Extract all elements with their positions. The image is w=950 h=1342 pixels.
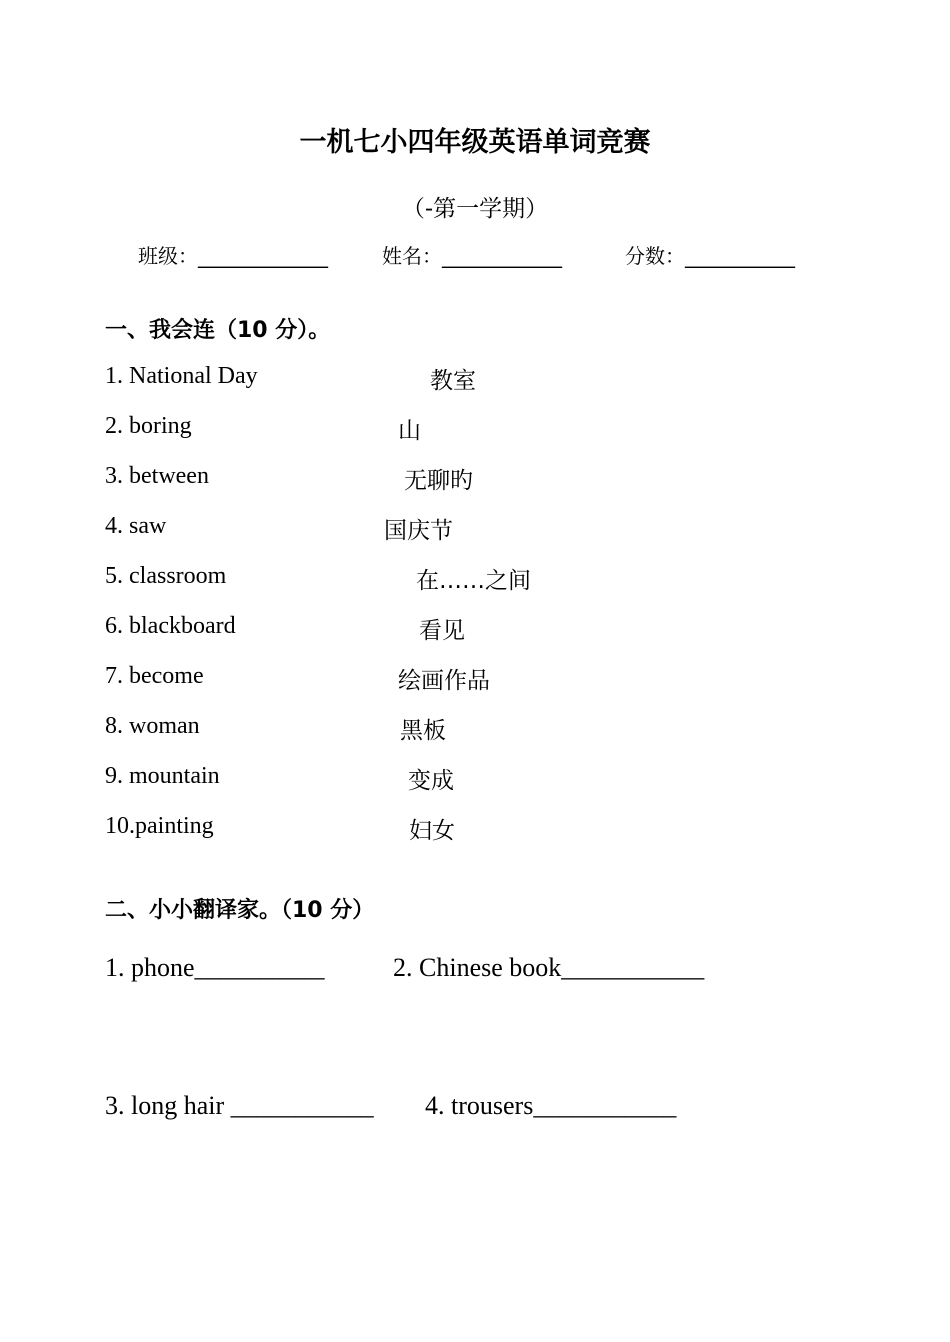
match-english-10: 10.painting xyxy=(105,813,214,839)
section2-heading: 二、小小翻译家。（10 分） xyxy=(105,898,375,923)
match-english-9: 9. mountain xyxy=(105,763,220,789)
page-subtitle: （-第一学期） xyxy=(401,196,549,222)
match-chinese-10: 妇女 xyxy=(409,818,455,844)
match-chinese-1: 教室 xyxy=(430,368,476,394)
translate-item-4[interactable]: 4. trousers___________ xyxy=(425,1091,677,1120)
match-chinese-2: 山 xyxy=(398,418,421,444)
match-chinese-9: 变成 xyxy=(408,768,454,794)
page-title: 一机七小四年级英语单词竞赛 xyxy=(299,127,651,158)
name-field[interactable]: 姓名：____________ xyxy=(382,244,562,268)
match-english-2: 2. boring xyxy=(105,413,192,439)
translate-item-1[interactable]: 1. phone__________ xyxy=(105,953,325,982)
match-english-6: 6. blackboard xyxy=(105,613,236,639)
section1-heading: 一、我会连（10 分）。 xyxy=(105,318,331,343)
match-english-4: 4. saw xyxy=(105,513,167,539)
score-field[interactable]: 分数：___________ xyxy=(625,244,795,268)
match-english-8: 8. woman xyxy=(105,713,200,739)
match-chinese-4: 国庆节 xyxy=(384,518,453,544)
match-chinese-8: 黑板 xyxy=(400,718,446,744)
match-chinese-3: 无聊旳 xyxy=(404,468,473,494)
translate-item-2[interactable]: 2. Chinese book___________ xyxy=(393,953,705,982)
translate-item-3[interactable]: 3. long hair ___________ xyxy=(105,1091,374,1120)
match-chinese-5: 在……之间 xyxy=(416,568,531,594)
match-english-3: 3. between xyxy=(105,463,209,489)
match-english-7: 7. become xyxy=(105,663,204,689)
match-english-5: 5. classroom xyxy=(105,563,227,589)
match-chinese-6: 看见 xyxy=(419,618,465,644)
class-field[interactable]: 班级：_____________ xyxy=(138,244,328,268)
match-english-1: 1. National Day xyxy=(105,363,258,389)
match-chinese-7: 绘画作品 xyxy=(398,668,490,694)
